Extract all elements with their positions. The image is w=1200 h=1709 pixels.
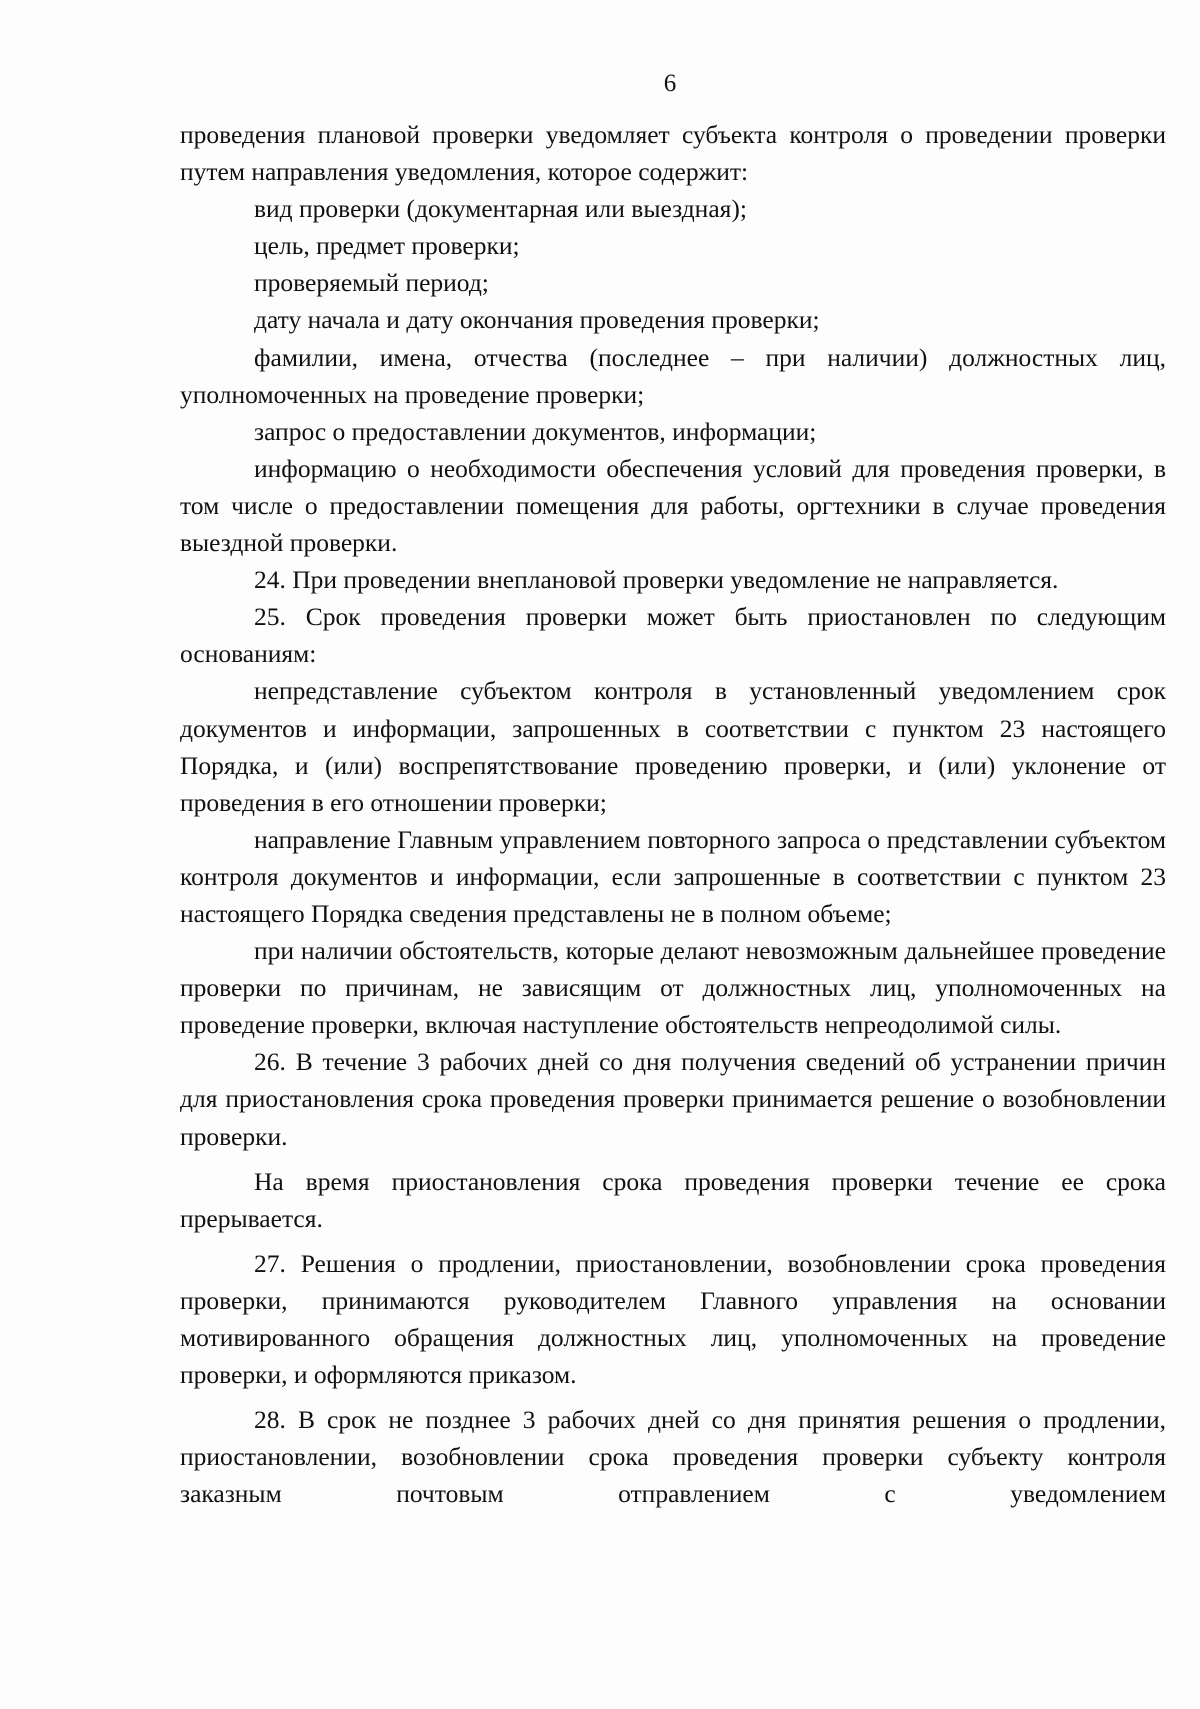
list-item: информацию о необходимости обеспечения условий для проведения проверки, в том числе о предоставлении помещения для работы, оргтехники в случае проведения выездной проверки. xyxy=(180,453,1166,558)
list-item: непредставление субъектом контроля в установленный уведомлением срок документов и информации, запрошенных в соответствии с пунктом 23 настоящего Порядка, и (или) воспрепятствование проведению проверки, и (или) уклонение от проведения в его отношении проверки; xyxy=(180,676,1166,817)
list-item: при наличии обстоятельств, которые делают невозможным дальнейшее проведение проверки по причинам, не зависящим от должностных лиц, уполномоченных на проведение проверки, включая наступление обстоятельств непреодолимой силы. xyxy=(180,936,1166,1040)
list-item: запрос о предоставлении документов, информации; xyxy=(254,416,817,446)
clause-25: 25. Срок проведения проверки может быть приостановлен по следующим основаниям: xyxy=(180,602,1166,669)
clause-28: 28. В срок не позднее 3 рабочих дней со дня принятия решения о продлении, приостановлении, возобновлении срока проведения проверки субъекту контроля заказным почтовым отправлением с уведомлением xyxy=(180,1405,1166,1509)
paragraph: На время приостановления срока проведения проверки течение ее срока прерывается. xyxy=(180,1166,1166,1233)
list-item: вид проверки (документарная или выездная); xyxy=(254,194,747,224)
list-item: направление Главным управлением повторного запроса о представлении субъектом контроля документов и информации, если запрошенные в соответствии с пунктом 23 настоящего Порядка сведения представлены не в полном объеме; xyxy=(180,824,1166,928)
paragraph: проведения плановой проверки уведомляет субъекта контроля о проведении проверки путем направления уведомления, которое содержит: xyxy=(180,120,1166,187)
list-item: проверяемый период; xyxy=(254,268,489,298)
list-item: дату начала и дату окончания проведения проверки; xyxy=(254,305,820,335)
page-number: 6 xyxy=(663,70,677,97)
clause-27: 27. Решения о продлении, приостановлении, возобновлении срока проведения проверки, принимаются руководителем Главного управления на основании мотивированного обращения должностных лиц, уполномоченных на проведение проверки, и оформляются приказом. xyxy=(180,1248,1166,1390)
clause-24: 24. При проведении внеплановой проверки уведомление не направляется. xyxy=(254,565,1059,595)
list-item: фамилии, имена, отчества (последнее – при наличии) должностных лиц, уполномоченных на проведение проверки; xyxy=(180,342,1166,409)
list-item: цель, предмет проверки; xyxy=(254,231,520,261)
document-body xyxy=(180,116,1166,1512)
clause-26: 26. В течение 3 рабочих дней со дня получения сведений об устранении причин для приостановления срока проведения проверки принимается решение о возобновлении проверки. xyxy=(180,1047,1166,1151)
